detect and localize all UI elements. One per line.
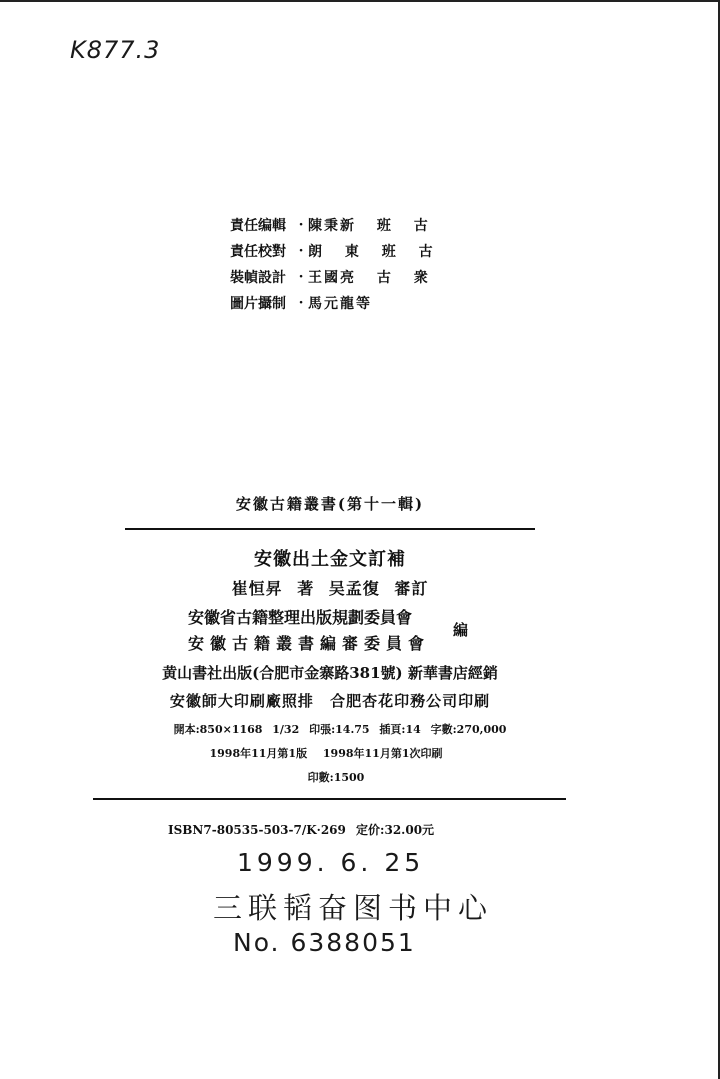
editor-line: 安徽古籍叢書編審委員會	[188, 634, 431, 653]
credit-separator: ·	[298, 217, 304, 233]
handwritten-library-name: 三联韬奋图书中心	[213, 891, 494, 925]
credit-names: 陳秉新 班 古	[308, 218, 430, 234]
editors-block	[188, 603, 508, 663]
book-title: 安徽出土金文訂補	[254, 549, 406, 570]
credits-block	[230, 212, 510, 316]
credit-names: 朗 東 班 古	[308, 244, 435, 260]
credit-names: 王國亮 古 衆	[308, 270, 430, 286]
credit-separator: ·	[298, 269, 304, 285]
isbn-price-line: ISBN7-80535-503-7/K·269 定价:32.00元	[168, 823, 435, 837]
credit-role: 裝幀設計	[230, 270, 286, 286]
book-authors: 崔恒昇 著 吴孟復 審訂	[231, 579, 429, 598]
handwritten-acquisition-number: No. 6388051	[233, 928, 416, 957]
edition-info: 1998年11月第1版 1998年11月第1次印刷	[209, 747, 443, 760]
format-specs: 開本:850×1168 1/32 印張:14.75 插頁:14 字數:270,000	[173, 723, 507, 736]
credit-row	[230, 238, 510, 264]
credit-row	[230, 212, 510, 238]
credit-row	[230, 264, 510, 290]
credit-separator: ·	[298, 295, 304, 311]
printer-line: 安徽師大印刷廠照排 合肥杏花印務公司印刷	[169, 692, 491, 710]
series-title: 安徽古籍叢書(第十一輯)	[235, 495, 425, 513]
editor-suffix: 編	[453, 621, 469, 639]
page-border-top	[0, 0, 720, 2]
credit-names: 馬元龍等	[308, 296, 372, 312]
editor-line: 安徽省古籍整理出版規劃委員會	[188, 608, 413, 627]
credit-row	[230, 290, 510, 316]
divider-rule-top	[125, 528, 535, 530]
credit-role: 責任编輯	[230, 218, 286, 234]
publisher-line: 黄山書社出版(合肥市金寨路381號) 新華書店經銷	[162, 664, 498, 682]
credit-separator: ·	[298, 243, 304, 259]
credit-role: 責任校對	[230, 244, 286, 260]
handwritten-call-number: K877.3	[70, 36, 161, 64]
divider-rule-bottom	[93, 798, 566, 800]
credit-role: 圖片攝制	[230, 296, 286, 312]
handwritten-date: 1999. 6. 25	[237, 848, 425, 877]
print-run: 印數:1500	[307, 771, 365, 784]
